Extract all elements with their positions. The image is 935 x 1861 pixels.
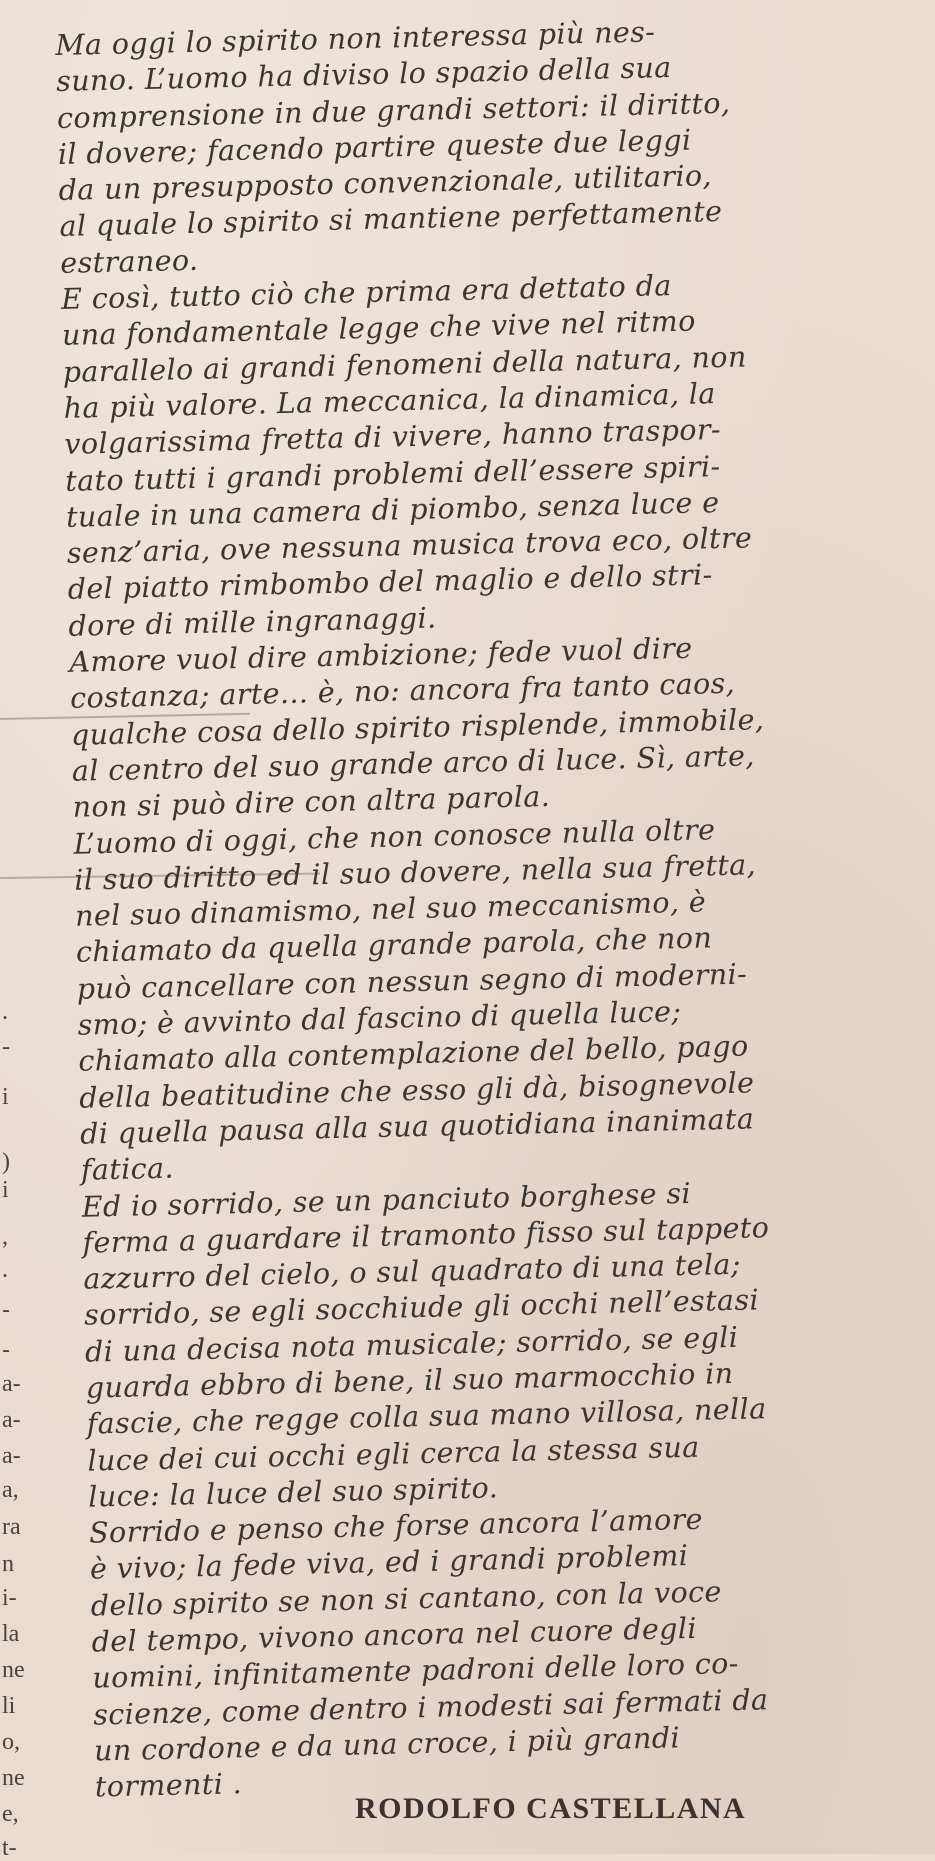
margin-fragment: n bbox=[2, 1551, 14, 1577]
margin-fragment: o, bbox=[2, 1729, 20, 1755]
margin-fragment: , bbox=[2, 1224, 8, 1250]
margin-fragment: li bbox=[2, 1693, 16, 1719]
margin-fragment: ne bbox=[2, 1765, 25, 1791]
article-body bbox=[55, 9, 935, 1806]
margin-fragment: - bbox=[2, 1297, 10, 1323]
margin-fragment: . bbox=[2, 999, 8, 1025]
margin-fragment: ne bbox=[2, 1657, 25, 1683]
margin-fragment: ra bbox=[2, 1514, 21, 1540]
margin-fragment: e, bbox=[2, 1801, 19, 1827]
article-paragraph: E così, tutto ciò che prima era dettato da una fondamentale legge che vive nel ritmo parallelo ai grandi fenomeni della natura, non ha più valore. La meccanica, la dinamica, la volgarissima fretta di vivere, hanno traspor- tato tutti i grandi problemi dell’essere spiri- tuale in una camera di piombo, senza luce e senz’aria, ove nessuna musica trova eco, oltre del piatto rimbombo del maglio e dello stri- dore di mille ingranaggi. bbox=[60, 269, 753, 643]
margin-fragment: a- bbox=[2, 1371, 21, 1397]
margin-fragment: a, bbox=[2, 1477, 19, 1503]
article-paragraph: Sorrido e penso che forse ancora l’amore è vivo; la fede viva, ed i grandi problemi dello spirito se non si cantano, con la voce del tempo, vivono ancora nel cuore degli uomini, infinitamente padroni delle loro co- scienze, come dentro i modesti sai fermati da un cordone e da una croce, i più grandi tormenti . bbox=[88, 1502, 769, 1804]
margin-fragment: la bbox=[2, 1621, 20, 1647]
margin-fragment: - bbox=[2, 1337, 10, 1363]
margin-fragment: . bbox=[2, 1257, 8, 1283]
adjacent-column-fragments bbox=[0, 999, 28, 1861]
margin-fragment: i bbox=[2, 1084, 9, 1110]
article-paragraph: Ed io sorrido, se un panciuto borghese si ferma a guardare il tramonto fisso sul tappeto azzurro del cielo, o sul quadrato di una tela; sorrido, se egli socchiude gli occhi nell’estasi di una decisa nota musicale; sorrido, se egli guarda ebbro di bene, il suo marmocchio in fascie, che regge colla sua mano villosa, nella luce dei cui occhi egli cerca la stessa sua luce: la luce del suo spirito. bbox=[81, 1176, 770, 1514]
margin-fragment: i- bbox=[2, 1585, 17, 1611]
margin-fragment: t- bbox=[2, 1835, 17, 1861]
margin-fragment: - bbox=[2, 1034, 10, 1060]
article-paragraph: L’uomo di oggi, che non conosce nulla oltre il suo diritto ed il suo dovere, nella sua fretta, nel suo dinamismo, nel suo meccanismo, è chiamato da quella grande parola, che non può cancellare con nessun segno di moderni- smo; è avvinto dal fascino di quella luce; chiamato alla contemplazione del bello, pago della beatitudine che esso gli dà, bisognevole di quella pausa alla sua quotidiana inanimata fatica. bbox=[73, 812, 757, 1187]
margin-fragment: i bbox=[2, 1177, 9, 1203]
margin-fragment: a- bbox=[2, 1407, 21, 1433]
margin-fragment: a- bbox=[2, 1443, 21, 1469]
margin-fragment: ) bbox=[2, 1149, 10, 1175]
article-paragraph: Ma oggi lo spirito non interessa più nes- suno. L’uomo ha diviso lo spazio della sua comprensione in due grandi settori: il diritto, il dovere; facendo partire queste due leggi da un presupposto convenzionale, utilitario, al quale lo spirito si mantiene perfettamente estraneo. bbox=[55, 15, 731, 280]
author-signature: RODOLFO CASTELLANA bbox=[355, 1792, 747, 1825]
article-paragraph: Amore vuol dire ambizione; fede vuol dire costanza; arte... è, no: ancora fra tanto caos, qualche cosa dello spirito risplende, immobile, al centro del suo grande arco di luce. Sì, arte, non si può dire con altra parola. bbox=[69, 631, 765, 825]
